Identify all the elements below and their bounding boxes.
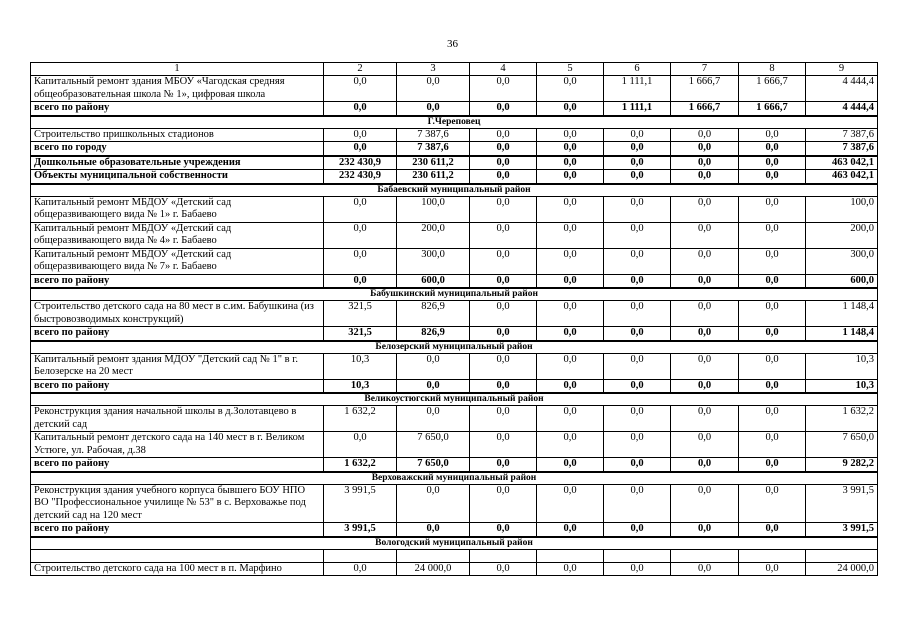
value-cell: 0,0 (470, 248, 537, 274)
region-header-row (31, 393, 878, 406)
value-cell: 0,0 (397, 484, 470, 523)
total-value-cell: 1 148,4 (806, 301, 878, 327)
value-cell: 100,0 (397, 196, 470, 222)
column-number: 3 (397, 63, 470, 76)
table-row (31, 76, 878, 102)
value-cell: 0,0 (470, 458, 537, 472)
value-cell: 1 111,1 (604, 102, 671, 116)
value-cell: 0,0 (537, 76, 604, 102)
total-value-cell: 200,0 (806, 222, 878, 248)
value-cell: 0,0 (604, 523, 671, 537)
column-number: 9 (806, 63, 878, 76)
object-name-cell: Строительство детского сада на 100 мест в п. Марфино (31, 562, 324, 576)
value-cell: 0,0 (537, 196, 604, 222)
column-number: 6 (604, 63, 671, 76)
value-cell: 1 666,7 (671, 76, 739, 102)
value-cell: 0,0 (537, 406, 604, 432)
object-name-cell: Строительство пришкольных стадионов (31, 128, 324, 142)
value-cell: 0,0 (604, 248, 671, 274)
region-header-row (31, 288, 878, 301)
value-cell: 0,0 (470, 156, 537, 170)
empty-cell (397, 549, 470, 562)
value-cell: 0,0 (739, 406, 806, 432)
value-cell: 0,0 (604, 142, 671, 156)
value-cell: 0,0 (397, 76, 470, 102)
column-number: 7 (671, 63, 739, 76)
value-cell: 0,0 (324, 222, 397, 248)
value-cell: 0,0 (470, 562, 537, 576)
value-cell: 0,0 (537, 484, 604, 523)
total-value-cell: 10,3 (806, 353, 878, 379)
value-cell: 321,5 (324, 327, 397, 341)
total-value-cell: 7 650,0 (806, 432, 878, 458)
column-number-row (31, 63, 878, 76)
value-cell: 10,3 (324, 353, 397, 379)
region-header-row (31, 116, 878, 129)
value-cell: 0,0 (604, 196, 671, 222)
region-title: Бабаевский муниципальный район (31, 184, 878, 197)
value-cell: 0,0 (739, 562, 806, 576)
value-cell: 0,0 (604, 301, 671, 327)
region-header-row (31, 184, 878, 197)
total-row (31, 170, 878, 184)
value-cell: 0,0 (671, 562, 739, 576)
total-value-cell: 1 148,4 (806, 327, 878, 341)
total-value-cell: 3 991,5 (806, 484, 878, 523)
object-name-cell: Капитальный ремонт МБДОУ «Детский сад общеразвивающего вида № 1» г. Бабаево (31, 196, 324, 222)
value-cell: 0,0 (537, 432, 604, 458)
value-cell: 0,0 (671, 196, 739, 222)
total-value-cell: 9 282,2 (806, 458, 878, 472)
value-cell: 0,0 (397, 102, 470, 116)
value-cell: 0,0 (604, 562, 671, 576)
value-cell: 0,0 (604, 353, 671, 379)
value-cell: 0,0 (604, 406, 671, 432)
value-cell: 0,0 (604, 379, 671, 393)
region-title: Верховажский муниципальный район (31, 472, 878, 485)
object-name-cell: всего по району (31, 102, 324, 116)
value-cell: 0,0 (324, 196, 397, 222)
value-cell: 200,0 (397, 222, 470, 248)
table-row (31, 248, 878, 274)
value-cell: 600,0 (397, 274, 470, 288)
value-cell: 0,0 (537, 170, 604, 184)
total-row (31, 102, 878, 116)
table-row (31, 406, 878, 432)
value-cell: 0,0 (671, 248, 739, 274)
value-cell: 0,0 (397, 353, 470, 379)
value-cell: 0,0 (324, 128, 397, 142)
value-cell: 1 666,7 (739, 76, 806, 102)
empty-cell (31, 549, 324, 562)
value-cell: 0,0 (470, 76, 537, 102)
object-name-cell: всего по району (31, 379, 324, 393)
object-name-cell: Капитальный ремонт здания МДОУ "Детский сад № 1" в г. Белозерске на 20 мест (31, 353, 324, 379)
value-cell: 0,0 (324, 562, 397, 576)
value-cell: 0,0 (324, 274, 397, 288)
value-cell: 1 666,7 (671, 102, 739, 116)
summary-row (31, 156, 878, 170)
value-cell: 0,0 (397, 406, 470, 432)
object-name-cell: Капитальный ремонт детского сада на 140 мест в г. Великом Устюге, ул. Рабочая, д.38 (31, 432, 324, 458)
empty-cell (324, 549, 397, 562)
value-cell: 0,0 (470, 274, 537, 288)
value-cell: 0,0 (470, 523, 537, 537)
value-cell: 0,0 (470, 484, 537, 523)
column-number: 1 (31, 63, 324, 76)
value-cell: 230 611,2 (397, 170, 470, 184)
value-cell: 0,0 (604, 170, 671, 184)
value-cell: 0,0 (739, 142, 806, 156)
value-cell: 0,0 (739, 484, 806, 523)
table-row (31, 196, 878, 222)
value-cell: 0,0 (470, 353, 537, 379)
value-cell: 0,0 (671, 156, 739, 170)
object-name-cell: Объекты муниципальной собственности (31, 170, 324, 184)
value-cell: 0,0 (470, 102, 537, 116)
total-value-cell: 463 042,1 (806, 156, 878, 170)
value-cell: 0,0 (671, 301, 739, 327)
value-cell: 0,0 (324, 142, 397, 156)
total-row (31, 379, 878, 393)
value-cell: 0,0 (604, 327, 671, 341)
region-title: Великоустюгский муниципальный район (31, 393, 878, 406)
value-cell: 0,0 (470, 406, 537, 432)
value-cell: 0,0 (470, 196, 537, 222)
value-cell: 0,0 (324, 76, 397, 102)
total-value-cell: 463 042,1 (806, 170, 878, 184)
value-cell: 0,0 (739, 523, 806, 537)
value-cell: 0,0 (671, 458, 739, 472)
object-name-cell: Капитальный ремонт МБДОУ «Детский сад общеразвивающего вида № 4» г. Бабаево (31, 222, 324, 248)
total-value-cell: 7 387,6 (806, 142, 878, 156)
value-cell: 1 632,2 (324, 458, 397, 472)
value-cell: 0,0 (604, 222, 671, 248)
table-row (31, 222, 878, 248)
value-cell: 0,0 (671, 523, 739, 537)
region-title: Г.Череповец (31, 116, 878, 129)
value-cell: 0,0 (739, 170, 806, 184)
value-cell: 0,0 (470, 128, 537, 142)
value-cell: 0,0 (739, 327, 806, 341)
value-cell: 0,0 (739, 196, 806, 222)
total-value-cell: 3 991,5 (806, 523, 878, 537)
column-number: 5 (537, 63, 604, 76)
value-cell: 0,0 (537, 142, 604, 156)
table-row (31, 353, 878, 379)
column-number: 2 (324, 63, 397, 76)
total-value-cell: 100,0 (806, 196, 878, 222)
value-cell: 0,0 (671, 379, 739, 393)
value-cell: 0,0 (739, 248, 806, 274)
value-cell: 0,0 (324, 432, 397, 458)
region-title: Бабушкинский муниципальный район (31, 288, 878, 301)
empty-row (31, 549, 878, 562)
value-cell: 0,0 (537, 274, 604, 288)
value-cell: 0,0 (397, 379, 470, 393)
table-row (31, 562, 878, 576)
object-name-cell: Строительство детского сада на 80 мест в с.им. Бабушкина (из быстровозводимых конструкций) (31, 301, 324, 327)
value-cell: 0,0 (739, 128, 806, 142)
region-title: Вологодский муниципальный район (31, 537, 878, 550)
value-cell: 0,0 (671, 484, 739, 523)
value-cell: 0,0 (671, 327, 739, 341)
total-value-cell: 24 000,0 (806, 562, 878, 576)
value-cell: 826,9 (397, 301, 470, 327)
value-cell: 3 991,5 (324, 523, 397, 537)
value-cell: 0,0 (671, 142, 739, 156)
value-cell: 0,0 (537, 301, 604, 327)
value-cell: 0,0 (537, 156, 604, 170)
value-cell: 0,0 (671, 432, 739, 458)
value-cell: 0,0 (604, 458, 671, 472)
object-name-cell: Реконструкция здания начальной школы в д.Золотавцево в детский сад (31, 406, 324, 432)
value-cell: 0,0 (470, 327, 537, 341)
value-cell: 0,0 (671, 353, 739, 379)
column-number: 4 (470, 63, 537, 76)
total-value-cell: 10,3 (806, 379, 878, 393)
value-cell: 0,0 (671, 170, 739, 184)
total-row (31, 327, 878, 341)
table-row (31, 432, 878, 458)
region-header-row (31, 472, 878, 485)
object-name-cell: всего по району (31, 274, 324, 288)
empty-cell (671, 549, 739, 562)
value-cell: 0,0 (671, 128, 739, 142)
value-cell: 7 650,0 (397, 432, 470, 458)
value-cell: 0,0 (671, 274, 739, 288)
value-cell: 230 611,2 (397, 156, 470, 170)
value-cell: 0,0 (739, 156, 806, 170)
object-name-cell: всего по району (31, 327, 324, 341)
table-row (31, 301, 878, 327)
region-title: Белозерский муниципальный район (31, 341, 878, 354)
object-name-cell: всего по городу (31, 142, 324, 156)
column-number: 8 (739, 63, 806, 76)
table-row (31, 128, 878, 142)
value-cell: 1 666,7 (739, 102, 806, 116)
value-cell: 826,9 (397, 327, 470, 341)
value-cell: 0,0 (470, 222, 537, 248)
value-cell: 0,0 (470, 170, 537, 184)
value-cell: 0,0 (470, 301, 537, 327)
empty-cell (604, 549, 671, 562)
value-cell: 7 387,6 (397, 128, 470, 142)
total-value-cell: 7 387,6 (806, 128, 878, 142)
value-cell: 0,0 (604, 128, 671, 142)
value-cell: 7 650,0 (397, 458, 470, 472)
value-cell: 0,0 (537, 102, 604, 116)
total-value-cell: 4 444,4 (806, 76, 878, 102)
value-cell: 0,0 (739, 432, 806, 458)
value-cell: 300,0 (397, 248, 470, 274)
value-cell: 0,0 (537, 248, 604, 274)
object-name-cell: Реконструкция здания учебного корпуса бывшего БОУ НПО ВО "Профессиональное училище № 53" в с. Верховажье под детский сад на 120 мест (31, 484, 324, 523)
value-cell: 0,0 (537, 327, 604, 341)
region-header-row (31, 537, 878, 550)
total-value-cell: 1 632,2 (806, 406, 878, 432)
page-number: 36 (447, 38, 458, 50)
empty-cell (806, 549, 878, 562)
value-cell: 0,0 (739, 353, 806, 379)
value-cell: 0,0 (739, 379, 806, 393)
empty-cell (537, 549, 604, 562)
value-cell: 0,0 (537, 222, 604, 248)
value-cell: 0,0 (671, 222, 739, 248)
value-cell: 0,0 (537, 353, 604, 379)
value-cell: 1 111,1 (604, 76, 671, 102)
value-cell: 10,3 (324, 379, 397, 393)
total-row (31, 458, 878, 472)
value-cell: 0,0 (470, 142, 537, 156)
total-row (31, 523, 878, 537)
value-cell: 0,0 (537, 458, 604, 472)
value-cell: 232 430,9 (324, 156, 397, 170)
total-row (31, 274, 878, 288)
value-cell: 1 632,2 (324, 406, 397, 432)
value-cell: 0,0 (470, 432, 537, 458)
table-row (31, 484, 878, 523)
region-header-row (31, 341, 878, 354)
value-cell: 321,5 (324, 301, 397, 327)
value-cell: 0,0 (739, 458, 806, 472)
value-cell: 0,0 (739, 274, 806, 288)
value-cell: 0,0 (397, 523, 470, 537)
value-cell: 0,0 (604, 432, 671, 458)
budget-table-body (31, 63, 878, 576)
object-name-cell: Капитальный ремонт МБДОУ «Детский сад общеразвивающего вида № 7» г. Бабаево (31, 248, 324, 274)
value-cell: 0,0 (537, 379, 604, 393)
value-cell: 0,0 (671, 406, 739, 432)
empty-cell (739, 549, 806, 562)
value-cell: 0,0 (604, 156, 671, 170)
value-cell: 0,0 (324, 248, 397, 274)
budget-table (30, 62, 878, 576)
value-cell: 0,0 (537, 562, 604, 576)
empty-cell (470, 549, 537, 562)
object-name-cell: всего по району (31, 523, 324, 537)
value-cell: 232 430,9 (324, 170, 397, 184)
value-cell: 0,0 (739, 222, 806, 248)
total-value-cell: 4 444,4 (806, 102, 878, 116)
value-cell: 7 387,6 (397, 142, 470, 156)
value-cell: 0,0 (604, 274, 671, 288)
value-cell: 0,0 (739, 301, 806, 327)
value-cell: 24 000,0 (397, 562, 470, 576)
value-cell: 0,0 (537, 128, 604, 142)
value-cell: 3 991,5 (324, 484, 397, 523)
object-name-cell: Дошкольные образовательные учреждения (31, 156, 324, 170)
value-cell: 0,0 (324, 102, 397, 116)
total-value-cell: 600,0 (806, 274, 878, 288)
object-name-cell: всего по району (31, 458, 324, 472)
total-value-cell: 300,0 (806, 248, 878, 274)
object-name-cell: Капитальный ремонт здания МБОУ «Чагодская средняя общеобразовательная школа № 1», цифровая школа (31, 76, 324, 102)
value-cell: 0,0 (537, 523, 604, 537)
value-cell: 0,0 (604, 484, 671, 523)
value-cell: 0,0 (470, 379, 537, 393)
total-row (31, 142, 878, 156)
